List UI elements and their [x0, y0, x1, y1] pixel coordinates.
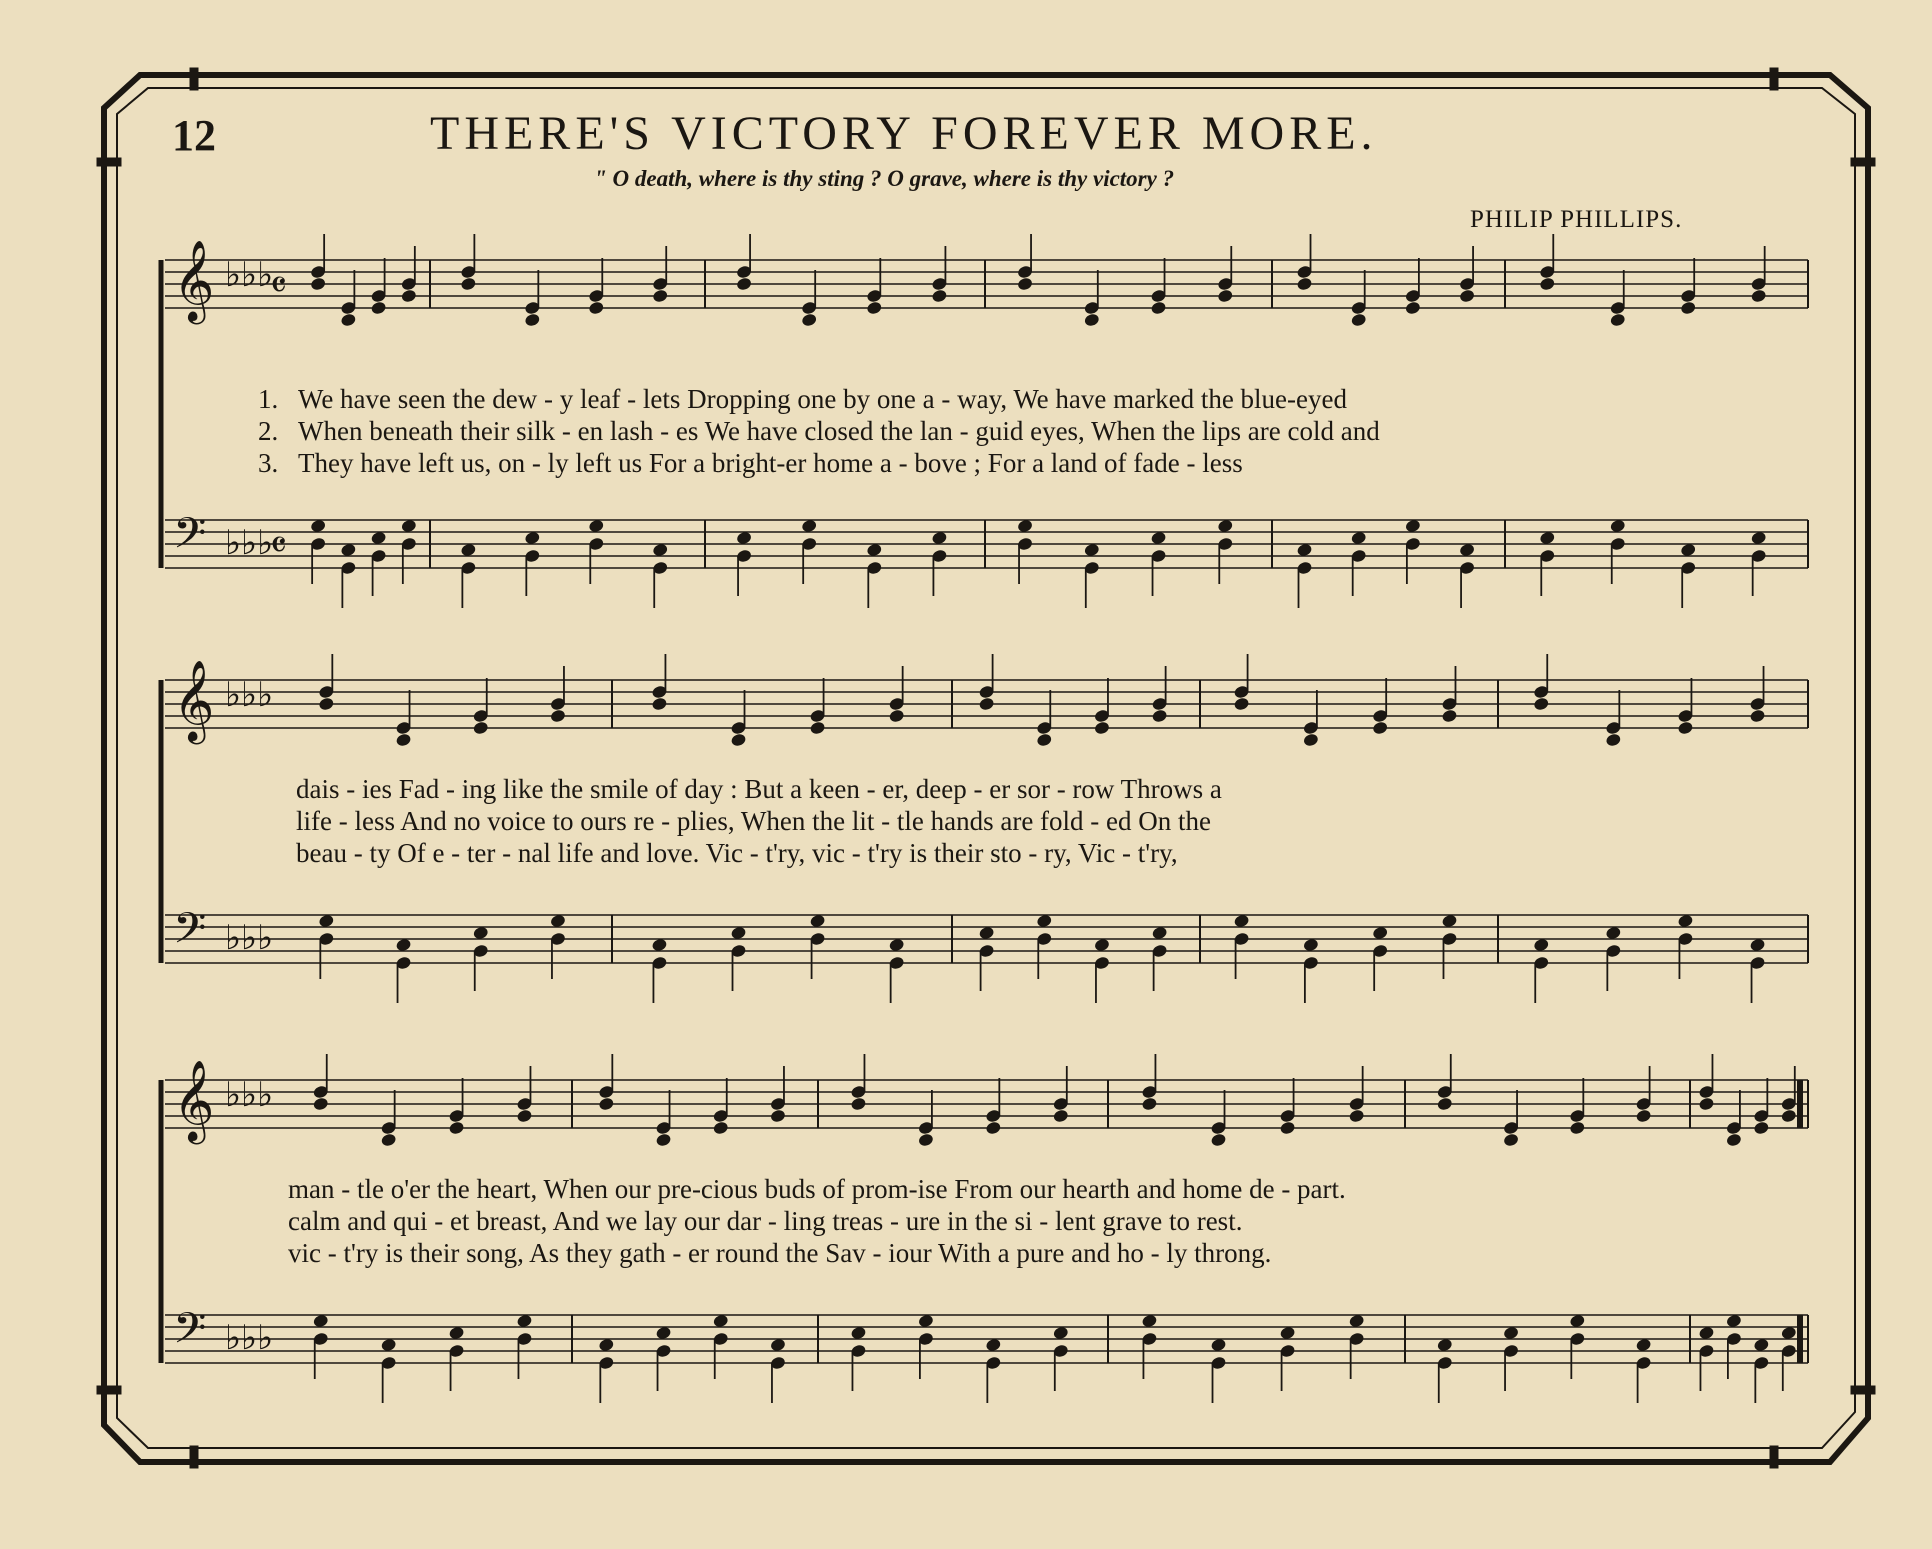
treble-note [769, 1108, 786, 1123]
treble-note [1725, 1132, 1742, 1147]
treble-note [736, 276, 753, 291]
key-signature-flats: ♭♭♭ [225, 1318, 274, 1358]
key-signature-flats: ♭♭♭ [225, 1075, 274, 1115]
treble-note [1698, 1096, 1715, 1111]
treble-note [931, 288, 948, 303]
treble-note [524, 312, 541, 327]
treble-note [1348, 1108, 1365, 1123]
treble-note [985, 1120, 1002, 1135]
lyric-text: When beneath their silk - en lash - es We have closed the lan - guid eyes, When the lips are cold and [298, 416, 1380, 446]
treble-note [549, 708, 566, 723]
treble-note [312, 1096, 329, 1111]
treble-note [651, 696, 668, 711]
treble-note [1083, 312, 1100, 327]
treble-note [1372, 720, 1389, 735]
treble-note [1539, 276, 1556, 291]
composer-credit: PHILIP PHILLIPS. [1470, 206, 1683, 233]
epigraph: " O death, where is thy sting ? O grave, where is thy victory ? [594, 166, 1175, 191]
treble-note [1635, 1108, 1652, 1123]
lyric-text: man - tle o'er the heart, When our pre-cious buds of prom-ise From our hearth and home de - part. [288, 1174, 1346, 1204]
treble-note [1210, 1132, 1227, 1147]
treble-note [588, 300, 605, 315]
hymn-title: THERE'S VICTORY FOREVER MORE. [430, 107, 1378, 160]
verse-number: 1. [258, 384, 279, 414]
lyric-line [296, 774, 1222, 805]
lyric-text: They have left us, on - ly left us For a bright-er home a - bove ; For a land of fade - less [298, 448, 1243, 478]
treble-clef-icon: 𝄞 [173, 1059, 215, 1141]
treble-note [1404, 300, 1421, 315]
treble-note [472, 720, 489, 735]
treble-clef-icon: 𝄞 [173, 239, 215, 321]
treble-note [1441, 708, 1458, 723]
treble-note [1605, 732, 1622, 747]
key-signature-flats: ♭♭♭ [225, 675, 274, 715]
key-signature-flats: ♭♭♭ [225, 918, 274, 958]
treble-note [1279, 1120, 1296, 1135]
verse-number: 2. [258, 416, 279, 446]
lyric-line [288, 1206, 1242, 1237]
treble-note [1017, 276, 1034, 291]
treble-note [1677, 720, 1694, 735]
treble-note [1052, 1108, 1069, 1123]
treble-clef-icon: 𝄞 [173, 659, 215, 741]
treble-note [1093, 720, 1110, 735]
page-number: 12 [172, 111, 216, 160]
treble-note [655, 1132, 672, 1147]
treble-note [1680, 300, 1697, 315]
key-signature-flats: ♭♭♭ [225, 523, 274, 563]
treble-note [380, 1132, 397, 1147]
lyric-line [296, 806, 1211, 837]
verse-number: 3. [258, 448, 279, 478]
treble-note [318, 696, 335, 711]
treble-note [310, 276, 327, 291]
bass-clef-icon: 𝄢 [173, 1304, 207, 1364]
treble-note [1436, 1096, 1453, 1111]
common-time-icon: 𝄴 [270, 263, 287, 307]
treble-note [395, 732, 412, 747]
treble-note [1150, 300, 1167, 315]
lyric-line [258, 416, 1380, 447]
lyric-line [258, 384, 1347, 415]
treble-note [1503, 1132, 1520, 1147]
treble-note [1609, 312, 1626, 327]
treble-note [1296, 276, 1313, 291]
treble-note [1753, 1120, 1770, 1135]
lyric-line [258, 448, 1243, 479]
treble-note [712, 1120, 729, 1135]
lyric-text: calm and qui - et breast, And we lay our dar - ling treas - ure in the si - lent grave to rest. [288, 1206, 1243, 1236]
treble-note [598, 1096, 615, 1111]
treble-note [340, 312, 357, 327]
lyric-text: dais - ies Fad - ing like the smile of day : But a keen - er, deep - er sor - row Throws a [296, 774, 1222, 804]
treble-note [801, 312, 818, 327]
treble-note [400, 288, 417, 303]
lyric-text: vic - t'ry is their song, As they gath - er round the Sav - iour With a pure and ho - ly throng. [288, 1238, 1272, 1268]
treble-note [1780, 1108, 1797, 1123]
treble-note [866, 300, 883, 315]
treble-note [1350, 312, 1367, 327]
treble-note [1036, 732, 1053, 747]
treble-note [850, 1096, 867, 1111]
treble-note [1151, 708, 1168, 723]
lyric-text: life - less And no voice to ours re - plies, When the lit - tle hands are fold - ed On the [296, 806, 1212, 836]
treble-note [809, 720, 826, 735]
lyric-line [288, 1238, 1271, 1269]
treble-note [1233, 696, 1250, 711]
bass-clef-icon: 𝄢 [173, 509, 207, 569]
treble-note [917, 1132, 934, 1147]
treble-note [1302, 732, 1319, 747]
lyric-line [288, 1174, 1346, 1205]
treble-note [1569, 1120, 1586, 1135]
treble-note [1750, 288, 1767, 303]
lyric-line [296, 838, 1178, 869]
treble-note [448, 1120, 465, 1135]
treble-note [516, 1108, 533, 1123]
treble-note [1749, 708, 1766, 723]
treble-note [978, 696, 995, 711]
treble-note [730, 732, 747, 747]
treble-note [1217, 288, 1234, 303]
treble-note [370, 300, 387, 315]
treble-note [1533, 696, 1550, 711]
treble-note [888, 708, 905, 723]
treble-note [1459, 288, 1476, 303]
treble-note [460, 276, 477, 291]
bass-clef-icon: 𝄢 [173, 904, 207, 964]
common-time-icon: 𝄴 [270, 523, 287, 567]
lyric-text: beau - ty Of e - ter - nal life and love. Vic - t'ry, vic - t'ry is their sto - ry, Vic - t'ry, [296, 838, 1178, 868]
key-signature-flats: ♭♭♭ [225, 255, 274, 295]
treble-note [1141, 1096, 1158, 1111]
lyric-text: We have seen the dew - y leaf - lets Dropping one by one a - way, We have marked the blue-eyed [298, 384, 1347, 414]
treble-note [652, 288, 669, 303]
